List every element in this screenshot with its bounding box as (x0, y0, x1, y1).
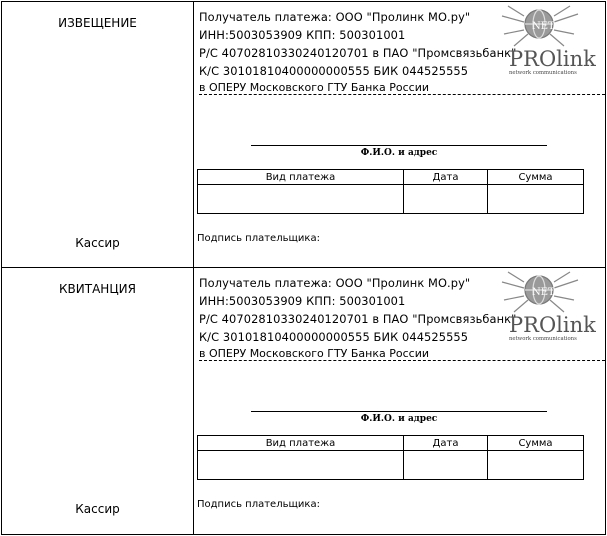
notice-right-column (194, 2, 605, 267)
fio-underline (251, 411, 547, 412)
cell-date[interactable] (404, 185, 488, 214)
payment-form (1, 1, 606, 535)
cell-date[interactable] (404, 451, 488, 480)
account-line: Р/С 40702810330240120701 в ПАО "Промсвязьбанк" (199, 312, 517, 326)
logo-brand: PROlink (509, 313, 596, 337)
logo-tagline: network communications (509, 70, 577, 76)
fio-label: Ф.И.О. и адрес (360, 414, 438, 424)
col-amount: Сумма (488, 436, 584, 451)
col-payment-type: Вид платежа (198, 436, 404, 451)
prolink-logo (494, 268, 602, 346)
prolink-logo (494, 2, 602, 80)
svg-text:NET: NET (532, 287, 555, 298)
col-date: Дата (404, 170, 488, 185)
notice-label: ИЗВЕЩЕНИЕ (58, 16, 137, 30)
account-line: Р/С 40702810330240120701 в ПАО "Промсвязьбанк" (199, 46, 517, 60)
signature-label: Подпись плательщика: (197, 233, 320, 244)
receipt-right-column (194, 268, 605, 534)
spider-globe-icon (502, 272, 578, 312)
signature-label: Подпись плательщика: (197, 499, 320, 510)
receipt-label: КВИТАНЦИЯ (59, 282, 136, 296)
notice-section (2, 2, 605, 268)
receipt-section (2, 268, 605, 534)
payment-table (197, 169, 584, 214)
spider-globe-icon (502, 6, 578, 46)
inn-kpp-line: ИНН:5003053909 КПП: 500301001 (199, 28, 406, 42)
logo-brand: PROlink (509, 47, 596, 71)
svg-text:NET: NET (532, 21, 555, 32)
fio-label: Ф.И.О. и адрес (360, 148, 438, 158)
notice-left-column (2, 2, 194, 267)
bank-line: в ОПЕРУ Московского ГТУ Банка России (199, 81, 429, 94)
cell-payment-type[interactable] (198, 185, 404, 214)
cell-payment-type[interactable] (198, 451, 404, 480)
logo-tagline: network communications (509, 336, 577, 342)
corr-account-line: К/С 30101810400000000555 БИК 044525555 (199, 64, 469, 78)
fio-underline (251, 145, 547, 146)
dashed-divider (199, 360, 605, 361)
col-date: Дата (404, 436, 488, 451)
corr-account-line: К/С 30101810400000000555 БИК 044525555 (199, 330, 469, 344)
recipient-line: Получатель платежа: ООО "Пролинк МО.ру" (199, 276, 471, 290)
cashier-label: Кассир (75, 502, 120, 516)
col-amount: Сумма (488, 170, 584, 185)
bank-line: в ОПЕРУ Московского ГТУ Банка России (199, 347, 429, 360)
recipient-line: Получатель платежа: ООО "Пролинк МО.ру" (199, 10, 471, 24)
cell-amount[interactable] (488, 185, 584, 214)
col-payment-type: Вид платежа (198, 170, 404, 185)
cashier-label: Кассир (75, 236, 120, 250)
dashed-divider (199, 94, 605, 95)
inn-kpp-line: ИНН:5003053909 КПП: 500301001 (199, 294, 406, 308)
receipt-left-column (2, 268, 194, 534)
cell-amount[interactable] (488, 451, 584, 480)
payment-table (197, 435, 584, 480)
